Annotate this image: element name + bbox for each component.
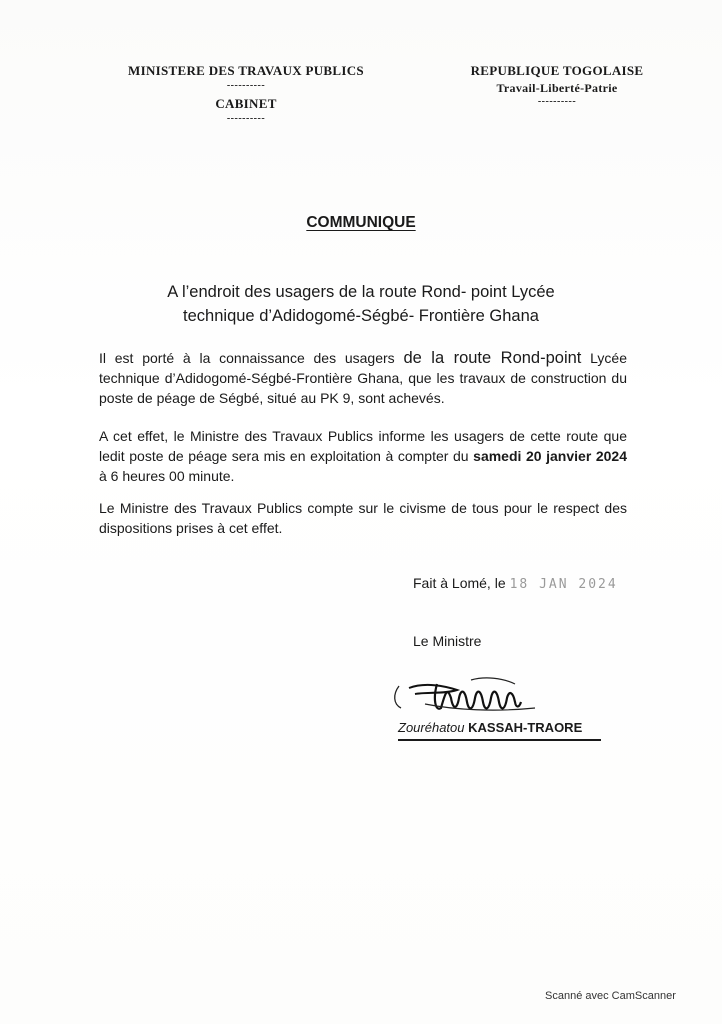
signatory-role: Le Ministre [413,633,482,649]
subject-line-1: A l’endroit des usagers de la route Rond- point Lycée [167,283,555,301]
ministry-name: MINISTERE DES TRAVAUX PUBLICS [128,63,364,78]
signatory-surname: KASSAH-TRAORE [468,720,583,735]
scanner-watermark: Scanné avec CamScanner [545,990,676,1002]
paragraph-text: à 6 heures 00 minute. [99,468,235,484]
place-label: Fait à Lomé, le [413,575,506,591]
date-stamp: 18 JAN 2024 [509,577,618,592]
document-title: COMMUNIQUE [306,214,416,231]
paragraph-text: Il est porté à la connaissance des usagers [99,350,404,366]
opening-date: samedi 20 janvier 2024 [473,448,627,464]
subject-line-2: technique d’Adidogomé-Ségbé- Frontière Ghana [183,307,539,325]
place-date-line [413,575,618,592]
header-separator: ---------- [226,113,266,124]
paragraph-announcement [99,348,627,408]
header-separator: ---------- [226,80,266,91]
paragraph-civism [99,498,627,538]
paragraph-emphasis: de la route Rond-point [403,349,582,367]
signatory-name [398,720,582,735]
paragraph-text: Lycée technique d’Adidogomé-Ségbé-Frontière Ghana, que les travaux de construction du poste de péage de Ségbé, situé au PK 9, sont achevés. [99,350,628,406]
subject-heading [100,280,622,328]
cabinet-label: CABINET [215,96,277,111]
republic-name: REPUBLIQUE TOGOLAISE [470,63,644,78]
republic-header [452,62,662,111]
handwritten-signature [385,664,545,724]
paragraph-text: Le Ministre des Travaux Publics compte sur le civisme de tous pour le respect des dispositions prises à cet effet. [99,500,627,536]
ministry-header [108,62,384,128]
signatory-given-name: Zouréhatou [398,720,465,735]
national-motto: Travail-Liberté-Patrie [496,81,618,95]
header-separator: ---------- [537,96,577,107]
paragraph-opening-date [99,426,627,486]
signature-underline [398,739,601,741]
paragraph-text: A cet effet, le Ministre des Travaux Publics informe les usagers de cette route que ledit poste de péage sera mis en exploitation à compter du [99,428,627,464]
